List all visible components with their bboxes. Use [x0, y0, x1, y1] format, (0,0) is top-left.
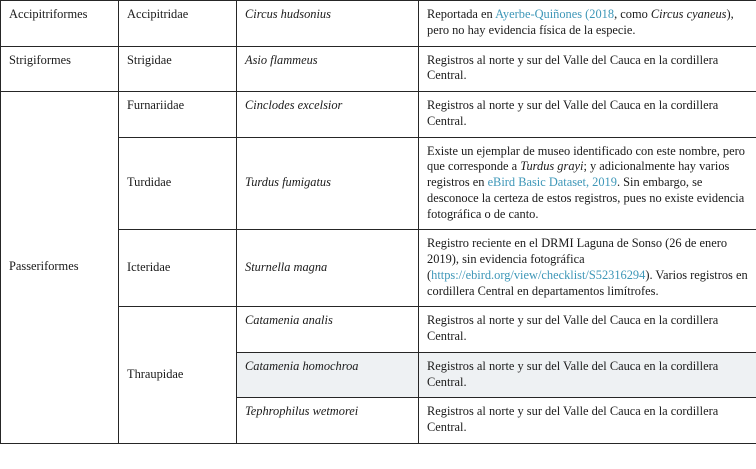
obs-text-post: . Sin embargo, se desconoce la certeza de estos registros, pues no existe evidencia fotográfica o de canto. [427, 175, 745, 221]
obs-text-post: ). Varios registros en cordillera Central en departamentos limítrofes. [427, 267, 748, 298]
citation-link-ebird-dataset[interactable]: eBird Basic Dataset, 2019 [487, 175, 617, 189]
cell-observations: Registros al norte y sur del Valle del Cauca en la cordillera Central. [419, 352, 756, 398]
obs-species-name: Turdus grayi [520, 159, 584, 174]
cell-observations [419, 230, 756, 307]
cell-observations [419, 137, 756, 230]
obs-text-pre: Reportada en [427, 7, 496, 21]
cell-species: Cinclodes excelsior [237, 92, 419, 138]
obs-text-mid: , como [614, 7, 651, 21]
cell-order: Strigiformes [1, 46, 119, 92]
obs-text-post: ), pero no hay evidencia física de la especie. [427, 7, 734, 37]
table-row [1, 92, 756, 138]
cell-order: Passeriformes [1, 92, 119, 444]
cell-species: Catamenia analis [237, 307, 419, 353]
obs-text-mid: ; y adicionalmente hay varios registros en [427, 159, 730, 189]
cell-order: Accipitriformes [1, 1, 119, 47]
cell-observations: Registros al norte y sur del Valle del Cauca en la cordillera Central. [419, 92, 756, 138]
cell-family: Turdidae [119, 137, 237, 230]
cell-observations [419, 1, 756, 47]
cell-species: Sturnella magna [237, 230, 419, 307]
cell-observations: Registros al norte y sur del Valle del Cauca en la cordillera Central. [419, 307, 756, 353]
obs-species-name: Circus cyaneus [650, 7, 727, 21]
table-row [1, 1, 756, 47]
checklist-link-ebird[interactable]: https://ebird.org/view/checklist/S52316294 [431, 267, 646, 282]
table-row [1, 46, 756, 92]
cell-species: Circus hudsonius [237, 1, 419, 47]
cell-family: Strigidae [119, 46, 237, 92]
cell-observations: Registros al norte y sur del Valle del Cauca en la cordillera Central. [419, 46, 756, 92]
cell-species: Turdus fumigatus [237, 137, 419, 230]
cell-species: Tephrophilus wetmorei [237, 398, 419, 444]
obs-text-pre: Existe un ejemplar de museo identificado con este nombre, pero que corresponde a [427, 143, 745, 174]
cell-family: Furnariidae [119, 92, 237, 138]
obs-text-pre: Registro reciente en el DRMI Laguna de Sonso (26 de enero 2019), sin evidencia fotográfica ( [427, 236, 728, 282]
cell-family: Icteridae [119, 230, 237, 307]
cell-species: Asio flammeus [237, 46, 419, 92]
cell-family: Thraupidae [119, 307, 237, 444]
cell-family: Accipitridae [119, 1, 237, 47]
citation-link-ayerbe[interactable]: Ayerbe-Quiñones (2018 [495, 7, 615, 21]
cell-species: Catamenia homochroa [237, 352, 419, 398]
cell-observations: Registros al norte y sur del Valle del Cauca en la cordillera Central. [419, 398, 756, 444]
